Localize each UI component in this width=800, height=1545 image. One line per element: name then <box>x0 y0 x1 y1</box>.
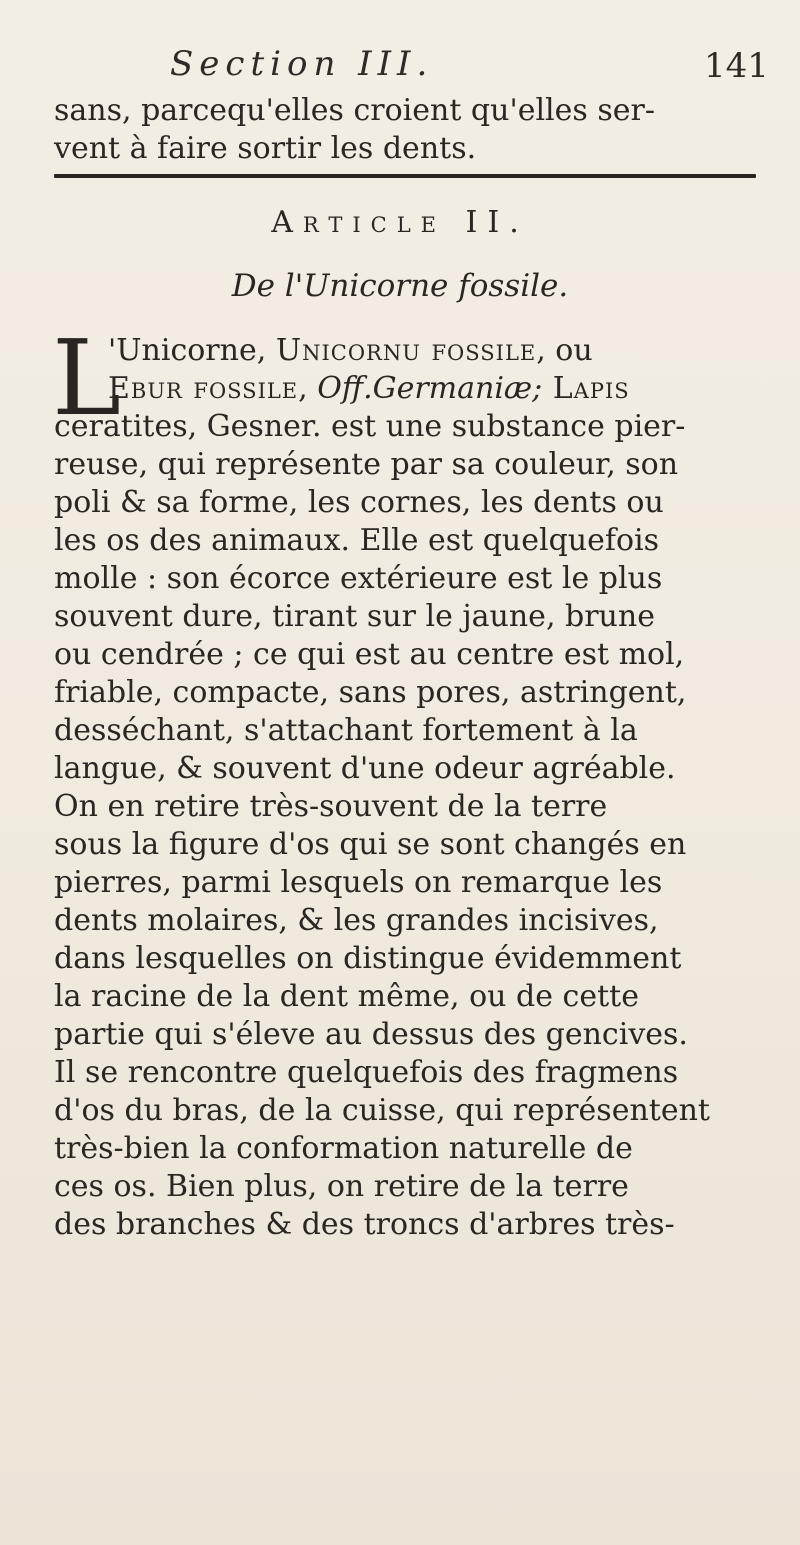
text-line: la racine de la dent même, ou de cette <box>54 979 639 1014</box>
running-head: Section III. <box>170 44 434 84</box>
text-line: les os des animaux. Elle est quelquefois <box>54 523 660 558</box>
article-subtitle: De l'Unicorne fossile. <box>231 268 569 304</box>
intro-smallcaps: Unicornu fossile <box>275 333 537 368</box>
text-line: Il se rencontre quelquefois des fragmens <box>54 1055 679 1090</box>
text-line: ces os. Bien plus, on retire de la terre <box>54 1169 629 1204</box>
text-line: On en retire très-souvent de la terre <box>54 789 608 824</box>
text-line <box>108 332 776 370</box>
text-line: sous la figure d'os qui se sont changés en <box>54 827 687 862</box>
page-number: 141 <box>704 46 769 86</box>
article-heading: Article II. <box>271 205 529 240</box>
text-line: d'os du bras, de la cuisse, qui représentent <box>54 1093 710 1128</box>
intro-smallcaps: Ebur fossile <box>108 371 299 406</box>
intro-smallcaps: Lapis <box>542 371 630 406</box>
article-body <box>54 408 774 1244</box>
text-line: pierres, parmi lesquels on remarque les <box>54 865 663 900</box>
text-line: dans lesquelles on distingue évidemment <box>54 941 682 976</box>
section-rule <box>54 174 756 178</box>
text-line: ceratites, Gesner. est une substance pier- <box>54 409 686 444</box>
text-line: ou cendrée ; ce qui est au centre est mol, <box>54 637 685 672</box>
drop-cap: L <box>52 317 122 439</box>
text-line: dents molaires, & les grandes incisives, <box>54 903 659 938</box>
intro-text: 'Unicorne, <box>108 333 276 368</box>
text-line: desséchant, s'attachant fortement à la <box>54 713 638 748</box>
page-header <box>0 44 800 84</box>
text-line: reuse, qui représente par sa couleur, son <box>54 447 679 482</box>
text-line: friable, compacte, sans pores, astringent, <box>54 675 687 710</box>
text-line: molle : son écorce extérieure est le plus <box>54 561 663 596</box>
carryover-paragraph <box>54 92 774 168</box>
text-line: langue, & souvent d'une odeur agréable. <box>54 751 676 786</box>
text-line: poli & sa forme, les cornes, les dents ou <box>54 485 664 520</box>
intro-text: , ou <box>536 333 593 368</box>
intro-italic: Off.Germaniæ; <box>317 371 543 406</box>
text-line: des branches & des troncs d'arbres très- <box>54 1207 675 1242</box>
text-line: partie qui s'éleve au dessus des gencives. <box>54 1017 688 1052</box>
text-line: vent à faire sortir les dents. <box>54 131 477 166</box>
text-line: sans, parcequ'elles croient qu'elles ser- <box>54 93 655 128</box>
intro-text: , <box>298 371 318 406</box>
text-line: très-bien la conformation naturelle de <box>54 1131 633 1166</box>
text-line <box>108 370 776 408</box>
text-line: souvent dure, tirant sur le jaune, brune <box>54 599 655 634</box>
article-intro <box>108 332 776 408</box>
